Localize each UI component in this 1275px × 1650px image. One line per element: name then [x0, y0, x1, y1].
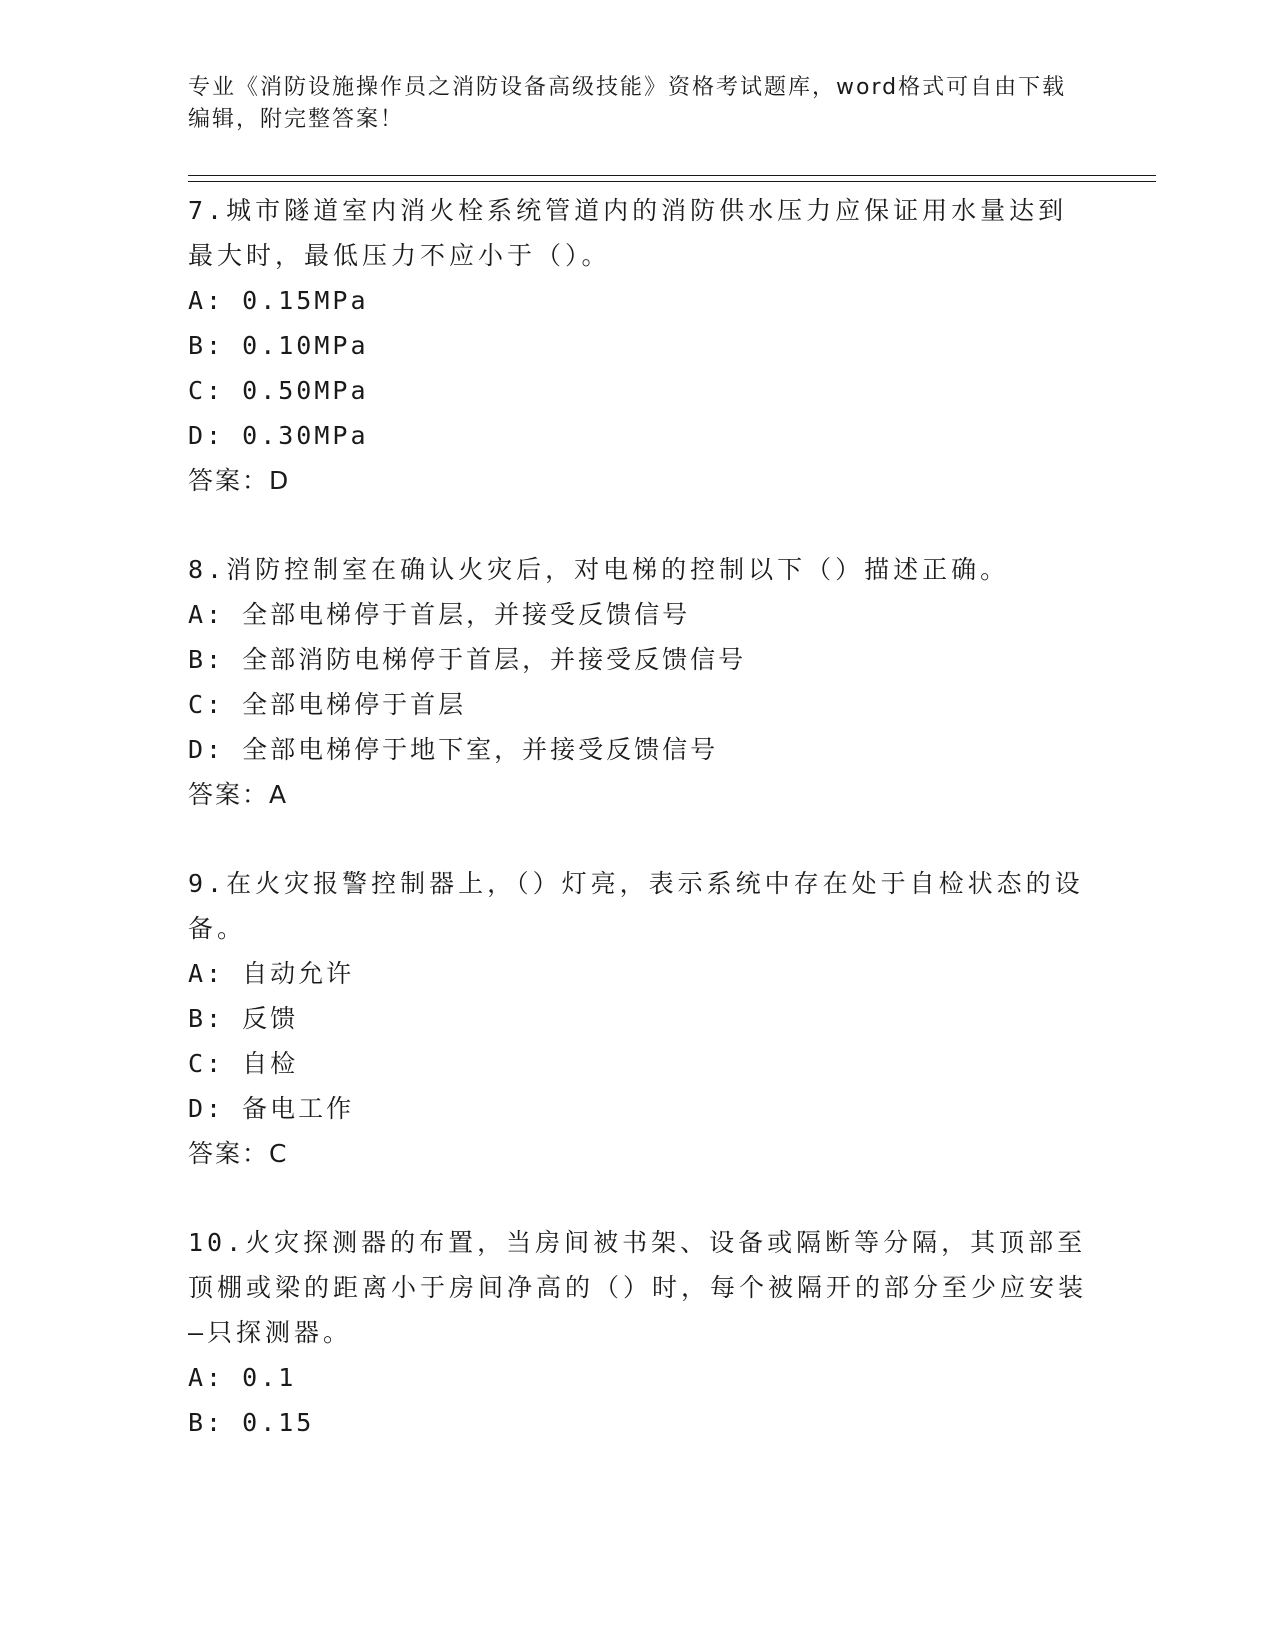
option-a: A: 0.1 [188, 1363, 297, 1392]
question-stem: 10.火灾探测器的布置，当房间被书架、设备或隔断等分隔，其顶部至顶棚或梁的距离小于房间净高的（）时，每个被隔开的部分至少应安装—只探测器。 [188, 1228, 1088, 1347]
option-a: A: 全部电梯停于首层，并接受反馈信号 [188, 600, 691, 629]
option-c: C: 自检 [188, 1049, 299, 1078]
option-a: A: 0.15MPa [188, 286, 369, 315]
question-9 [188, 861, 1088, 1176]
header-divider-top [188, 175, 1156, 176]
option-b: B: 全部消防电梯停于首层，并接受反馈信号 [188, 645, 747, 674]
question-stem: 8.消防控制室在确认火灾后，对电梯的控制以下（）描述正确。 [188, 555, 1010, 584]
option-c: C: 全部电梯停于首层 [188, 690, 467, 719]
question-8 [188, 547, 1088, 817]
question-7 [188, 188, 1088, 503]
answer-label: 答案：C [188, 1139, 289, 1168]
option-b: B: 0.15 [188, 1408, 315, 1437]
answer-label: 答案：D [188, 466, 291, 495]
question-stem: 7.城市隧道室内消火栓系统管道内的消防供水压力应保证用水量达到最大时，最低压力不应小于（）。 [188, 196, 1068, 270]
header-divider-bottom [188, 181, 1156, 182]
option-b: B: 反馈 [188, 1004, 299, 1033]
answer-label: 答案：A [188, 780, 289, 809]
question-list [188, 188, 1088, 1489]
option-d: D: 0.30MPa [188, 421, 369, 450]
option-a: A: 自动允许 [188, 959, 355, 988]
option-d: D: 全部电梯停于地下室，并接受反馈信号 [188, 735, 719, 764]
option-d: D: 备电工作 [188, 1094, 355, 1123]
option-c: C: 0.50MPa [188, 376, 369, 405]
document-header: 专业《消防设施操作员之消防设备高级技能》资格考试题库，word格式可自由下载编辑，附完整答案！ [188, 75, 1067, 132]
question-10 [188, 1220, 1088, 1445]
question-stem: 9.在火灾报警控制器上，（）灯亮，表示系统中存在处于自检状态的设备。 [188, 869, 1084, 943]
option-b: B: 0.10MPa [188, 331, 369, 360]
